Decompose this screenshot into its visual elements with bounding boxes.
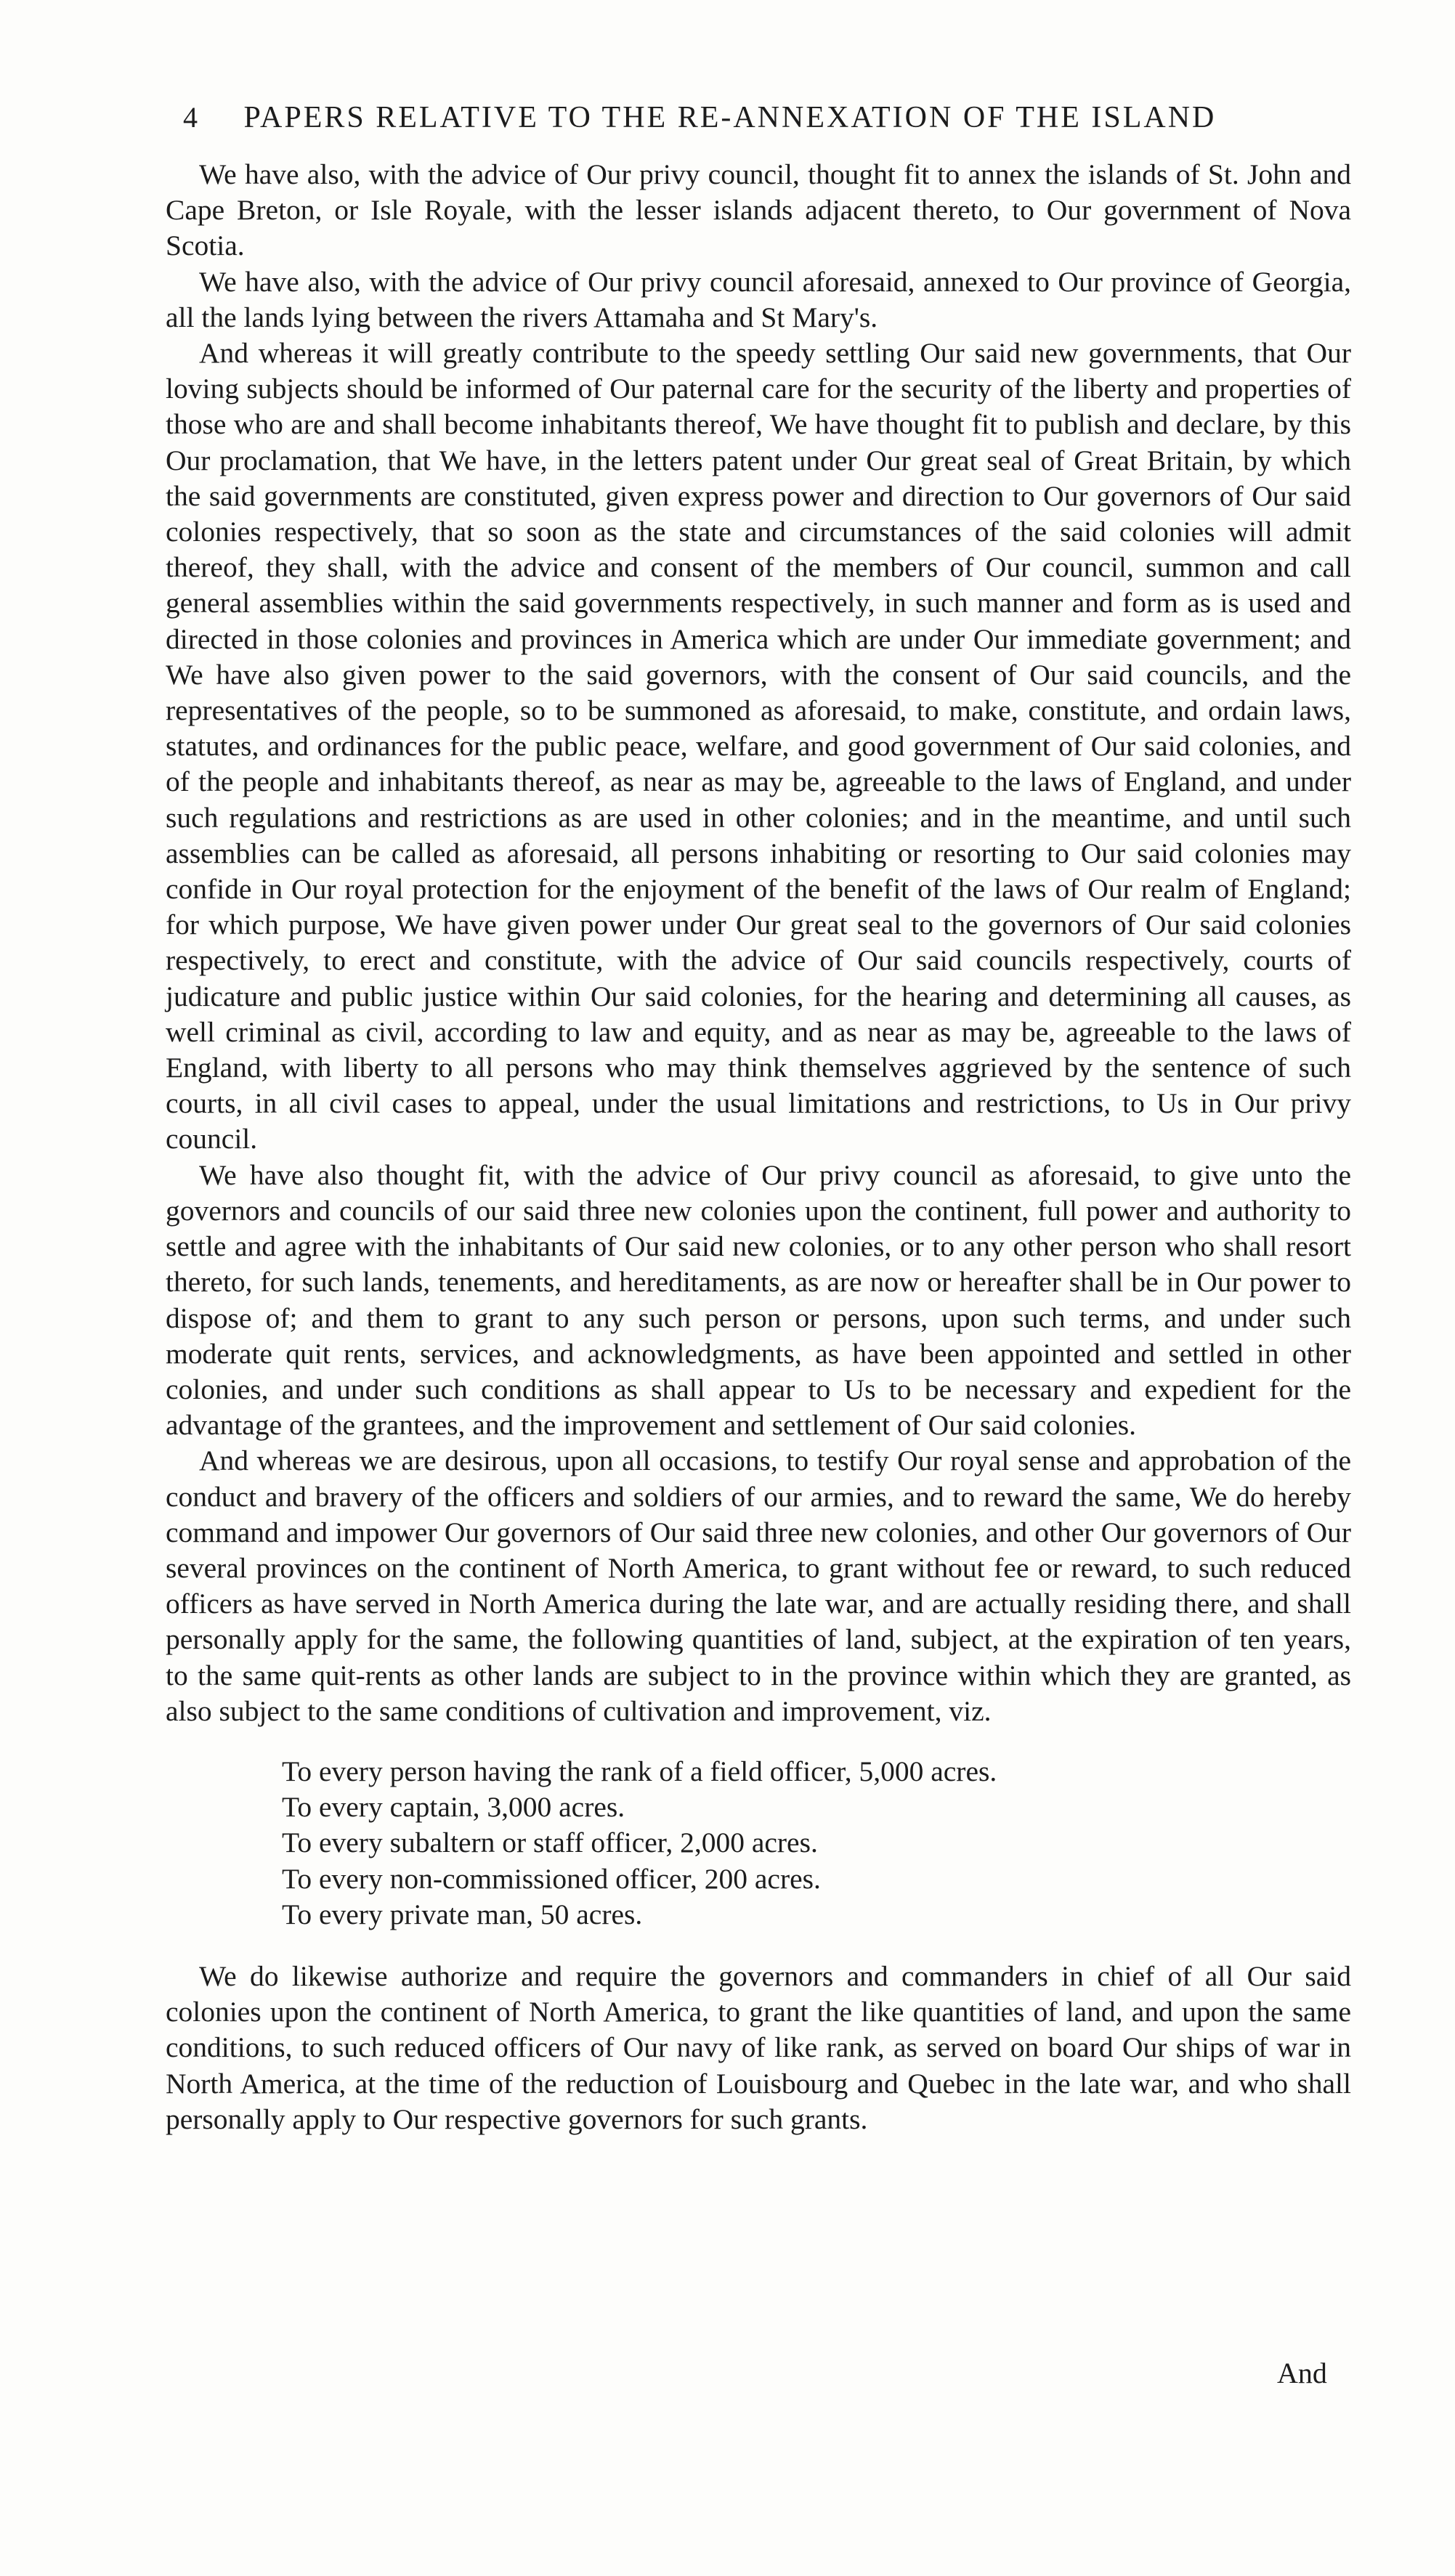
page-header bbox=[183, 100, 1287, 135]
grant-field-officer: To every person having the rank of a field officer, 5,000 acres. bbox=[282, 1755, 997, 1787]
grant-private-man: To every private man, 50 acres. bbox=[282, 1898, 643, 1930]
paragraph-georgia-lands: We have also, with the advice of Our privy council aforesaid, annexed to Our province of Georgia, all the lands lying between the rivers Attamaha and St Mary's. bbox=[166, 265, 1351, 333]
paragraph-annex-islands: We have also, with the advice of Our privy council, thought fit to annex the islands of St. John and Cape Breton, or Isle Royale, with the lesser islands adjacent thereto, to Our government of Nova Scotia. bbox=[166, 158, 1351, 262]
paragraph-navy-officers: We do likewise authorize and require the governors and commanders in chief of all Our said colonies upon the continent of North America, to grant the like quantities of land, and upon the same conditions, to such reduced officers of Our navy of like rank, as served on board Our ships of war in North America, at the time of the reduction of Louisbourg and Quebec in the late war, and who shall personally apply to Our respective governors for such grants. bbox=[166, 1959, 1351, 2135]
catchword: And bbox=[1277, 2357, 1327, 2389]
paragraph-land-grants-power: We have also thought fit, with the advice of Our privy council as aforesaid, to give unto the governors and councils of our said three new colonies upon the continent, full power and authority to settle and agree with the inhabitants of Our said new colonies, or to any other person who shall resort thereto, for such lands, tenements, and hereditaments, as are now or hereafter shall be in Our power to dispose of; and them to grant to any such person or persons, upon such terms, and under such moderate quit rents, services, and acknowledgments, as have been appointed and settled in other colonies, and under such conditions as shall appear to Us to be necessary and expedient for the advantage of the grantees, and the improvement and settlement of Our said colonies. bbox=[166, 1158, 1351, 1442]
grant-non-commissioned: To every non-commissioned officer, 200 acres. bbox=[282, 1862, 821, 1895]
page-number: 4 bbox=[183, 101, 200, 134]
running-title: PAPERS RELATIVE TO THE RE-ANNEXATION OF THE ISLAND bbox=[243, 101, 1217, 134]
grant-captain: To every captain, 3,000 acres. bbox=[282, 1791, 625, 1824]
paragraph-general-assemblies: And whereas it will greatly contribute to the speedy settling Our said new governments, that Our loving subjects should be informed of Our paternal care for the security of the liberty and properties of those who are and shall become inhabitants thereof, We have thought fit to publish and declare, by this Our proclamation, that We have, in the letters patent under Our great seal of Great Britain, by which the said governments are constituted, given express power and direction to Our governors of Our said colonies respectively, that so soon as the state and circumstances of the said colonies will admit thereof, they shall, with the advice and consent of the members of Our council, summon and call general assemblies within the said governments respectively, in such manner and form as is used and directed in those colonies and provinces in America which are under Our immediate government; and We have also given power to the said governors, with the consent of Our said councils, and the representatives of the people, so to be summoned as aforesaid, to make, constitute, and ordain laws, statutes, and ordinances for the public peace, welfare, and good government of Our said colonies, and of the people and inhabitants thereof, as near as may be, agreeable to the laws of England, and under such regulations and restrictions as are used in other colonies; and in the meantime, and until such assemblies can be called as aforesaid, all persons inhabiting or resorting to Our said colonies may confide in Our royal protection for the enjoyment of the benefit of the laws of Our realm of England; for which purpose, We have given power under Our great seal to the governors of Our said colonies respectively, to erect and constitute, with the advice of Our said councils respectively, courts of judicature and public justice within Our said colonies, for the hearing and determining all causes, as well criminal as civil, according to law and equity, and as near as may be, agreeable to the laws of England, with liberty to all persons who may think themselves aggrieved by the sentence of such courts, in all civil cases to appeal, under the usual limitations and restrictions, to Us in Our privy council. bbox=[166, 337, 1351, 1155]
grant-list bbox=[166, 1754, 1351, 1933]
grant-subaltern: To every subaltern or staff officer, 2,000 acres. bbox=[282, 1827, 818, 1859]
page-body bbox=[166, 157, 1351, 2137]
paragraph-reward-officers: And whereas we are desirous, upon all occasions, to testify Our royal sense and approbation of the conduct and bravery of the officers and soldiers of our armies, and to reward the same, We do hereby command and impower Our governors of Our said three new colonies, and other Our governors of Our several provinces on the continent of North America, to grant without fee or reward, to such reduced officers as have served in North America during the late war, and are actually residing there, and shall personally apply for the same, the following quantities of land, subject, at the expiration of ten years, to the same quit-rents as other lands are subject to in the province within which they are granted, as also subject to the same conditions of cultivation and improvement, viz. bbox=[166, 1445, 1351, 1727]
